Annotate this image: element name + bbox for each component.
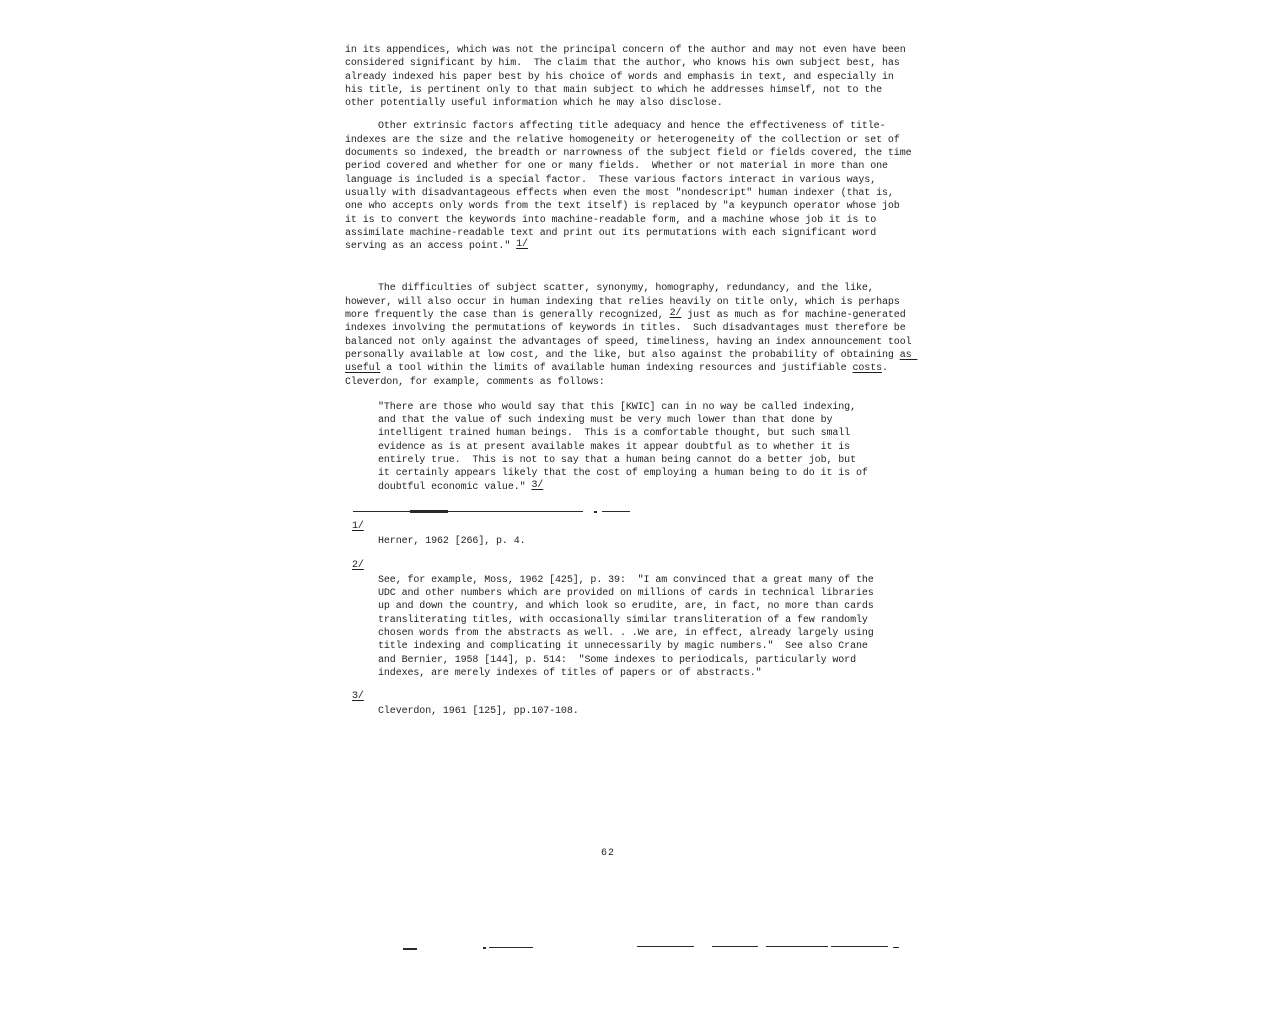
block-quote bbox=[378, 401, 874, 494]
paragraph bbox=[345, 44, 917, 110]
footnote-text: See, for example, Moss, 1962 [425], p. 39: "I am convinced that a great many of the UDC and other numbers which are provided on millions of cards in technical libraries up and down the country, and which look so erudite, are, in fact, no more than cards transliterating titles, with occasionally similar transliteration of a few randomly chosen words from the abstracts as well. . .We are, in effect, already largely using title indexing and complicating it unnecessarily by magic numbers." See also Crane and Bernier, 1958 [144], p. 514: "Some indexes to periodicals, particularly word indexes, are merely indexes of titles of papers or of abstracts." bbox=[378, 574, 880, 679]
page-number: 62 bbox=[601, 848, 616, 859]
footnote-text: Cleverdon, 1961 [125], pp.107-108. bbox=[378, 706, 579, 718]
footnote-marker: 2/ bbox=[352, 559, 364, 571]
footnote-marker: 3/ bbox=[352, 691, 364, 703]
footnote-separator bbox=[345, 510, 917, 513]
footnote bbox=[345, 692, 917, 719]
artifact-line bbox=[637, 946, 694, 947]
text-segment: Other extrinsic factors affecting title adequacy and hence the effectiveness of title-indexes are the size and the relative homogeneity or heterogeneity of the collection or set of documents so indexed, the breadth or narrowness of the subject field or fields covered, the time period covered and whether for one or many fields. Whether or not material in more than one language is included is a special factor. These various factors interact in various ways, usually with disadvantageous effects when even the most "nondescript" human indexer (that is, one who accepts only words from the text itself) is replaced by "a keypunch operator whose job it is to convert the keywords into machine-readable form, and a machine whose job it is to assimilate machine-readable text and print out its permutations with each significant word serving as an access point." bbox=[345, 121, 918, 253]
text-segment: a tool within the limits of available human indexing resources and justifiable bbox=[380, 363, 853, 375]
footnote-ref: 3/ bbox=[531, 479, 544, 491]
footnote bbox=[345, 561, 917, 681]
text-segment: as useful bbox=[345, 349, 918, 375]
footnotes bbox=[345, 522, 917, 719]
footnote-text: Herner, 1962 [266], p. 4. bbox=[378, 536, 526, 548]
artifact-dash bbox=[893, 947, 899, 948]
text-segment: . Cleverdon, for example, comments as follows: bbox=[345, 363, 900, 388]
artifact-line bbox=[831, 946, 888, 947]
artifact-line bbox=[489, 947, 533, 948]
footnote bbox=[345, 522, 917, 549]
body-paragraphs bbox=[345, 44, 917, 494]
text-segment: just as much as for machine-generated indexes involving the permutations of keywords in titles. Such disadvantages must therefore be balanced not only against the advantages of speed, timeliness, having an index announcement tool personally available at low cost, and the like, but also against the probability of obtaining bbox=[345, 310, 918, 361]
text-segment: in its appendices, which was not the principal concern of the author and may not even have been considered significant by him. The claim that the author, who knows his own subject best, has already indexed his paper best by his choice of words and emphasis in text, and especially in his title, is pertinent only to that main subject to which he addresses himself, not to the other potentially useful information which he may also disclose. bbox=[345, 45, 912, 110]
artifact-line bbox=[766, 946, 828, 947]
text-column bbox=[345, 44, 918, 859]
artifact-line bbox=[403, 948, 417, 950]
text-segment: costs bbox=[852, 363, 883, 375]
paragraph bbox=[345, 120, 917, 253]
footnote-marker: 1/ bbox=[352, 520, 364, 532]
artifact-dot bbox=[483, 947, 486, 949]
text-segment: The difficulties of subject scatter, synonymy, homography, redundancy, and the like, however, will also occur in human indexing that relies heavily on title only, which is perhaps more frequently the case than is generally recognized, bbox=[345, 283, 906, 322]
separator-dot bbox=[594, 511, 597, 513]
separator-line-short bbox=[602, 511, 630, 512]
separator-line bbox=[353, 511, 583, 512]
artifact-line bbox=[712, 946, 758, 947]
paragraph bbox=[345, 282, 917, 388]
footnote-ref: 2/ bbox=[669, 308, 682, 320]
separator-line-thick bbox=[410, 510, 448, 513]
footnote-ref: 1/ bbox=[516, 239, 528, 251]
text-segment: "There are those who would say that this [KWIC] can in no way be called indexing, and that the value of such indexing must be very much lower than that done by intelligent trained human beings. This is a comfortable thought, but such small evidence as is at present available makes it appear doubtful as to whether it is entirely true. This is not to say that a human being cannot do a better job, but it certainly appears likely that the cost of employing a human being to do it is of doubtful economic value." bbox=[378, 401, 874, 493]
